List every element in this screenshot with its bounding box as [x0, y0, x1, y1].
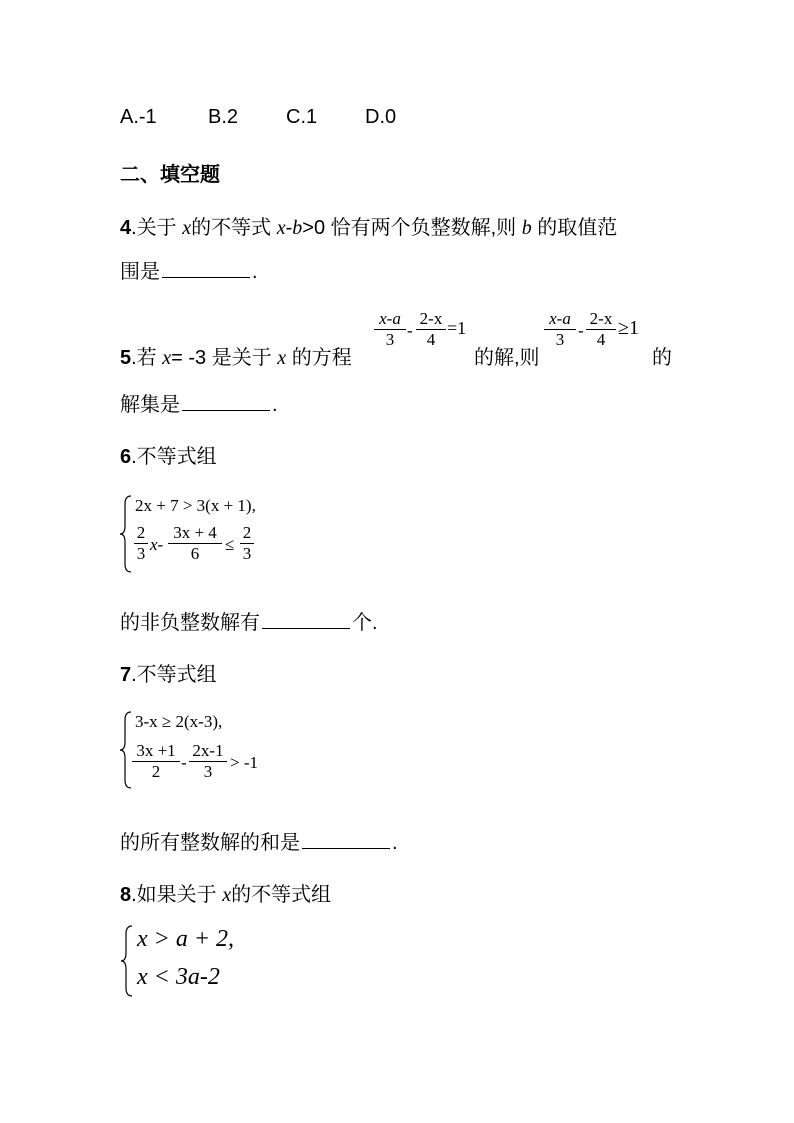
option-a: A.-1 — [120, 106, 157, 128]
question-4-line-2 — [120, 255, 258, 284]
answer-blank[interactable] — [262, 610, 350, 629]
fraction — [416, 309, 446, 350]
question-5-line-2 — [120, 388, 278, 417]
answer-blank[interactable] — [302, 830, 390, 849]
less-equal-sign: ≤ — [225, 535, 235, 554]
fraction-denominator: 3 — [385, 330, 395, 349]
system-brace — [120, 924, 134, 998]
fraction-denominator: 4 — [426, 330, 436, 349]
question-6-answer-line — [120, 606, 378, 635]
fraction-numerator: x-a — [549, 309, 571, 328]
system-brace — [119, 494, 133, 574]
equals-one: =1 — [447, 318, 467, 338]
question-number: 7 — [120, 664, 132, 686]
q4-text-a: .关于 — [131, 217, 183, 239]
fraction — [586, 309, 616, 350]
fraction-numerator: x-a — [379, 309, 401, 328]
fraction-denominator: 3 — [136, 544, 146, 563]
fraction-denominator: 3 — [203, 762, 213, 781]
question-number: 6 — [120, 446, 132, 468]
question-6-title — [120, 440, 217, 469]
q4-var-x2: x — [276, 217, 286, 239]
q7-title-text: .不等式组 — [131, 664, 217, 686]
fraction-denominator: 3 — [555, 330, 565, 349]
question-8-title — [120, 878, 331, 907]
system-row-2-x: x- — [150, 535, 164, 554]
question-number: 5 — [120, 347, 132, 369]
system-row-1: x > a + 2, — [137, 926, 235, 952]
q5-text-b: = -3 是关于 — [171, 347, 278, 369]
option-c: C.1 — [286, 106, 318, 128]
q8-title-text: .如果关于 — [131, 884, 223, 906]
fraction — [132, 741, 180, 782]
section-heading: 二、填空题 — [120, 164, 220, 186]
question-7-answer-line — [120, 826, 398, 855]
q5-text-a: .若 — [131, 347, 163, 369]
question-7-title — [120, 658, 217, 687]
q7-end: . — [392, 832, 398, 854]
system-row-2: x < 3a-2 — [137, 964, 220, 990]
minus-sign: - — [578, 321, 584, 340]
question-number: 4 — [120, 217, 132, 239]
fraction-denominator: 6 — [190, 544, 200, 563]
fraction-denominator: 3 — [242, 544, 252, 563]
question-4-line-1 — [120, 211, 617, 240]
fraction — [189, 741, 227, 782]
q5-text-f: 解集是 — [120, 394, 180, 416]
q4-text-c: >0 恰有两个负整数解,则 — [302, 217, 522, 239]
fraction — [544, 309, 576, 350]
q5-var-x: x — [162, 347, 172, 369]
minus-sign: - — [181, 753, 187, 772]
fraction-denominator: 4 — [596, 330, 606, 349]
q7-after-text: 的所有整数解的和是 — [120, 832, 300, 854]
q4-var-x: x — [182, 217, 192, 239]
fraction-numerator: 2-x — [419, 309, 443, 328]
q8-title-text-2: 的不等式组 — [231, 884, 332, 906]
q5-end: . — [272, 394, 278, 416]
fraction — [134, 523, 148, 564]
q4-text-e: 围是 — [120, 261, 160, 283]
option-b: B.2 — [208, 106, 239, 128]
fraction-numerator: 3x + 4 — [173, 523, 217, 542]
q4-end: . — [252, 261, 258, 283]
answer-blank[interactable] — [182, 392, 270, 411]
q5-var-x2: x — [277, 347, 287, 369]
minus-sign: - — [407, 321, 413, 340]
fraction-numerator: 2 — [242, 523, 252, 542]
fraction-denominator: 2 — [151, 762, 161, 781]
system-row-1: 3-x ≥ 2(x-3), — [135, 712, 223, 731]
q4-minus: - — [285, 217, 293, 239]
fraction-numerator: 2-x — [589, 309, 613, 328]
answer-blank[interactable] — [162, 259, 250, 278]
q4-text-b: 的不等式 — [191, 217, 277, 239]
fraction-numerator: 2 — [136, 523, 146, 542]
q4-var-b2: b — [521, 217, 532, 239]
q6-end: 个. — [352, 612, 378, 634]
q4-var-b: b — [292, 217, 303, 239]
fraction-numerator: 2x-1 — [192, 741, 224, 760]
q5-text-c: 的方程 — [286, 347, 352, 369]
q4-text-d: 的取值范 — [531, 217, 618, 239]
system-brace — [119, 710, 133, 790]
fraction — [240, 523, 254, 564]
fraction — [168, 523, 222, 564]
option-d: D.0 — [365, 106, 397, 128]
question-5-line-1 — [120, 341, 352, 370]
question-number: 8 — [120, 884, 132, 906]
greater-than-minus-one: > -1 — [230, 753, 258, 772]
q6-after-text: 的非负整数解有 — [120, 612, 260, 634]
q5-text-d: 的解,则 — [474, 347, 540, 369]
q8-var-x: x — [222, 884, 232, 906]
q6-title-text: .不等式组 — [131, 446, 217, 468]
q5-text-e: 的 — [652, 347, 672, 369]
fraction-numerator: 3x +1 — [136, 741, 176, 760]
system-row-1: 2x + 7 > 3(x + 1), — [135, 496, 256, 515]
greater-equal-one: ≥1 — [618, 317, 639, 339]
fraction — [374, 309, 406, 350]
